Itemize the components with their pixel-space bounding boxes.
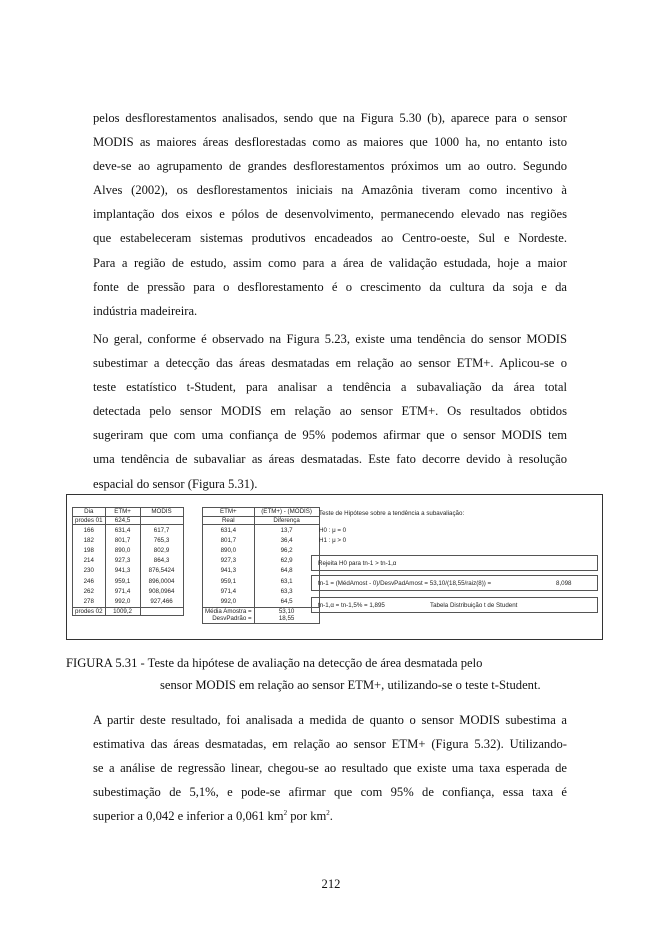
col-header-etm-real: ETM+ [203,508,255,517]
text-line: detectada pelo sensor MODIS em relação ao sensor ETM+. Os resultados obtidos [93,404,567,419]
text-line: MODIS as maiores áreas desflorestadas como as maiores que 1000 ha, no entanto isto [93,135,567,150]
text-line: fonte de pressão para o desflorestamento é o crescimento da cultura da soja e da [93,279,567,294]
figure-caption [66,652,541,696]
mean-label: Média Amostra = [203,607,255,615]
table-cell: 876,5424 [140,566,183,576]
table-cell: 941,3 [203,566,255,576]
table-cell: 63,3 [254,586,319,596]
table-cell: 765,3 [140,535,183,545]
reject-rule: Rejeita H0 para tn-1 > tn-1,α [318,560,397,567]
test-title: Teste de Hipótese sobre a tendência a subavaliação: [319,510,465,517]
table-cell: 64,8 [254,566,319,576]
t-statistic-value: 8,098 [556,580,572,587]
table-cell: 166 [73,525,106,536]
table-cell: 927,466 [140,596,183,607]
col-header-etm: ETM+ [105,508,140,517]
text-line: pelos desflorestamentos analisados, sendo que na Figura 5.30 (b), aparece para o sensor [93,111,567,125]
table-row [73,535,184,545]
figure-5-31 [66,494,603,640]
table-cell: 64,5 [254,596,319,607]
null-hypothesis: H0 : μ = 0 [319,527,347,534]
text-line: subestimar a detecção das áreas desmatadas em relação ao sensor ETM+. Aplicou-se o [93,356,567,371]
table-row: prodes 02 1009,2 [73,607,184,616]
table-row: prodes 01 624,5 [73,516,184,525]
table-cell: 631,4 [203,525,255,536]
table-cell: 992,0 [105,596,140,607]
table-row [203,545,320,555]
table-row [203,525,320,536]
caption-line-1: FIGURA 5.31 - Teste da hipótese de avaliação na detecção de área desmatada pelo [66,656,483,670]
paragraph-1 [93,106,567,323]
text-line: que estabeleceram sistemas produtivos encadeados ao Centro-oeste, Sul e Nordeste. [93,231,567,246]
text-line: A partir deste resultado, foi analisada a medida de quanto o sensor MODIS subestima a [93,713,567,727]
critical-box [311,597,598,613]
paragraph-3-last-line: superior a 0,042 e inferior a 0,061 $km^2$ por $km^2$. [93,809,333,824]
table-row [73,596,184,607]
table-cell: 927,3 [105,556,140,566]
table-cell: 262 [73,586,106,596]
table-cell: 890,0 [203,545,255,555]
table-cell: 927,3 [203,556,255,566]
col-header-difference: (ETM+) - (MODIS) [254,508,319,517]
text-line: sugeriram que com uma confiança de 95% podemos afirmar que o sensor MODIS tem [93,428,567,443]
stddev-label: DesvPadrão = [203,615,255,623]
table-cell: 198 [73,545,106,555]
table-cell: 908,0964 [140,586,183,596]
table-row [73,576,184,586]
table-cell: 992,0 [203,596,255,607]
table-cell: 278 [73,596,106,607]
text-line: teste estatístico t-Student, para analisar a tendência a subavaliação da área total [93,380,567,395]
table-cell: 941,3 [105,566,140,576]
text-line: No geral, conforme é observado na Figura 5.23, existe uma tendência do sensor MODIS [93,332,567,346]
page-number: 212 [321,877,341,891]
text-line: Alves (2002), os desflorestamentos iniciais na Amazônia tiveram como incentivo à [93,183,567,198]
col-header-modis: MODIS [140,508,183,517]
text-line: indústria madeireira. [93,303,198,318]
table-cell: 802,9 [140,545,183,555]
text-line: estimativa das áreas desmatadas, em relação ao sensor ETM+ (Figura 5.32). Utilizando- [93,737,567,752]
reject-box [311,555,598,571]
formula-box [311,575,598,591]
critical-note: Tabela Distribuição t de Student [430,602,518,609]
text-line: implantação dos eixos e pólos de desenvolvimento, permanecendo elevado nas regiões [93,207,567,222]
table-row [73,566,184,576]
paragraph-2 [93,327,567,496]
table-cell: 36,4 [254,535,319,545]
table-row [203,596,320,607]
table-cell: 617,7 [140,525,183,536]
table-row [203,566,320,576]
table-cell: 63,1 [254,576,319,586]
table-row [203,556,320,566]
table-cell: 896,0004 [140,576,183,586]
text-line: Para a região de estudo, assim como para a área de validação estudada, hoje a maior [93,255,567,270]
col-header-day: Dia [73,508,106,517]
table-cell: 971,4 [105,586,140,596]
text-line: uma tendência de subavaliar as áreas desmatadas. Este fato decorre devido à resolução [93,452,567,467]
etm-modis-table [72,507,184,616]
table-cell: 971,4 [203,586,255,596]
text-line: deve-se ao agrupamento de grandes desflorestamentos próximos um ao outro. Segundo [93,159,567,174]
table-cell: 230 [73,566,106,576]
table-cell: 801,7 [105,535,140,545]
t-statistic-formula: tn-1 = (MédAmost - 0)/DesvPadAmost = 53,10/(18,55/raiz(8)) = [318,580,492,587]
difference-table: ETM+ (ETM+) - (MODIS) Real Diferença 631,4 13,7 801,7 36,4 890,0 96,2 927,3 62,9 941,3 64,8 959,1 63,1 971,4 63,3 992,0 64,5 Média Amostra = 53,10 DesvPadrão = 18,55 [202,507,320,624]
table-cell: 959,1 [203,576,255,586]
table-row [73,556,184,566]
text-line: se a análise de regressão linear, chegou-se ao resultado que existe uma taxa esperada de [93,761,567,776]
table-cell: 890,0 [105,545,140,555]
mean-value: 53,10 [254,607,319,615]
table-row [203,576,320,586]
text-line: subestimação de 5,1%, e pode-se afirmar que com 95% de confiança, essa taxa é [93,785,567,800]
table-cell: 182 [73,535,106,545]
alt-hypothesis: H1 : μ > 0 [319,537,347,544]
stddev-value: 18,55 [254,615,319,623]
text-line: espacial do sensor (Figura 5.31). [93,476,258,491]
paragraph-3 [93,708,567,828]
table-cell: 864,3 [140,556,183,566]
table-row [73,586,184,596]
table-cell: 631,4 [105,525,140,536]
table-row [203,535,320,545]
table-cell: 13,7 [254,525,319,536]
table-cell: 214 [73,556,106,566]
table-row [203,586,320,596]
critical-value: tn-1,α = tn-1,5% = 1,895 [318,602,385,609]
table-cell: 62,9 [254,556,319,566]
table-cell: 801,7 [203,535,255,545]
table-cell: 959,1 [105,576,140,586]
table-cell: 96,2 [254,545,319,555]
table-row [73,545,184,555]
table-row [73,525,184,536]
caption-line-2: sensor MODIS em relação ao sensor ETM+, utilizando-se o teste t-Student. [160,678,541,692]
table-cell: 246 [73,576,106,586]
